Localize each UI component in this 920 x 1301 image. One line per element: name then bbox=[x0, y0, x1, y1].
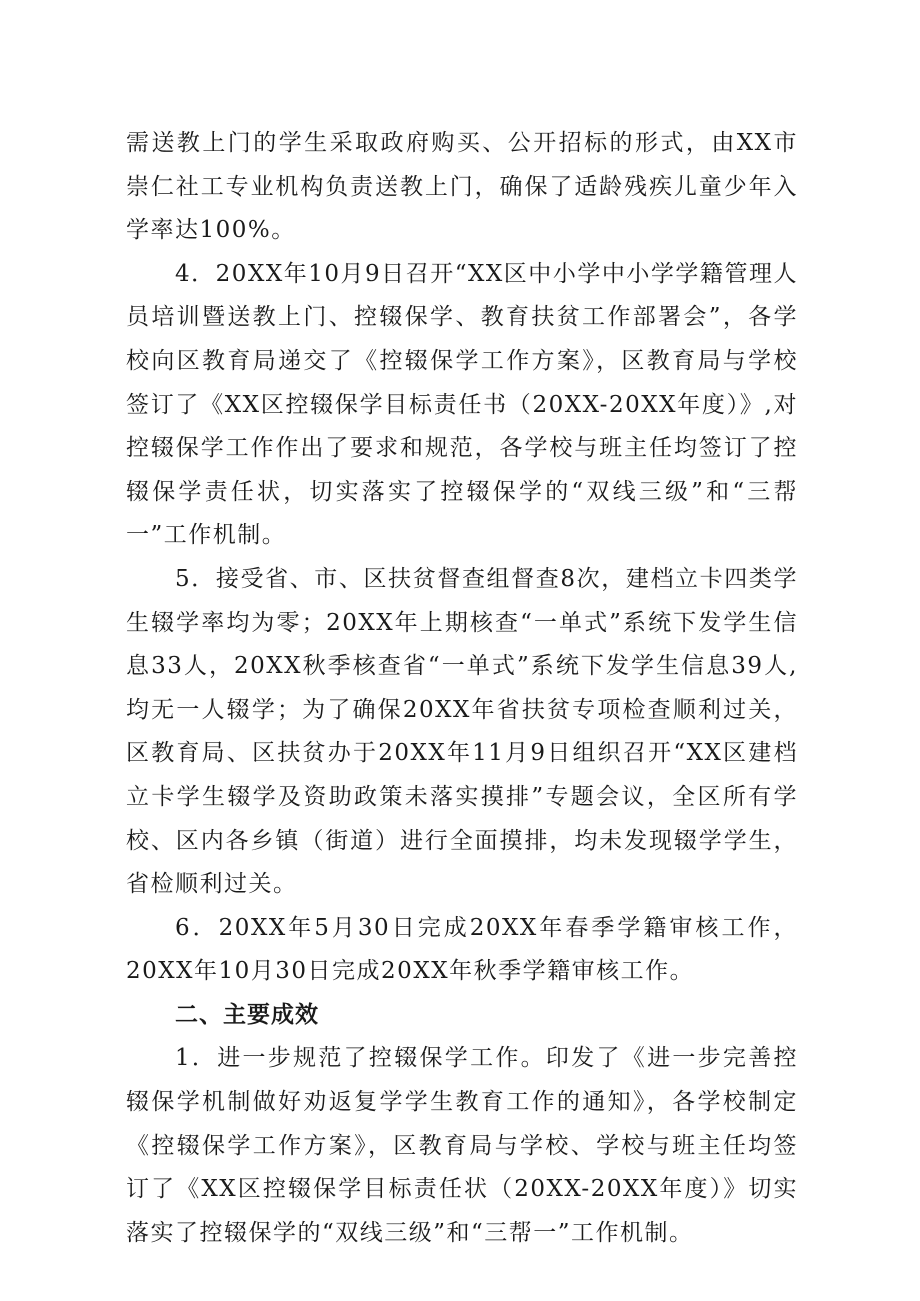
paragraph-item-5: 5．接受省、市、区扶贫督查组督查8次，建档立卡四类学生辍学率均为零；20XX年上期核查“一单式”系统下发学生信息33人，20XX秋季核查省“一单式”系统下发学生信息39人,均无一人辍学；为了确保20XX年省扶贫专项检查顺利过关，区教育局、区扶贫办于20XX年11月9日组织召开“XX区建档立卡学生辍学及资助政策未落实摸排”专题会议，全区所有学校、区内各乡镇（街道）进行全面摸排，均未发现辍学学生，省检顺利过关。 bbox=[126, 565, 798, 898]
paragraph-result-1: 1．进一步规范了控辍保学工作。印发了《进一步完善控辍保学机制做好劝返复学学生教育工作的通知》，各学校制定《控辍保学工作方案》，区教育局与学校、学校与班主任均签订了《XX区控辍保学目标责任状（20XX-20XX年度）》切实落实了控辍保学的“双线三级”和“三帮一”工作机制。 bbox=[126, 1045, 798, 1246]
section-heading: 二、主要成效 bbox=[175, 1001, 319, 1028]
paragraph-item-6: 6．20XX年5月30日完成20XX年春季学籍审核工作，20XX年10月30日完成20XX年秋季学籍审核工作。 bbox=[126, 914, 798, 985]
document-body bbox=[126, 122, 798, 1255]
paragraph-continued: 需送教上门的学生采取政府购买、公开招标的形式，由XX市崇仁社工专业机构负责送教上门，确保了适龄残疾儿童少年入学率达100%。 bbox=[126, 130, 798, 244]
paragraph-item-4: 4．20XX年10月9日召开“XX区中小学中小学学籍管理人员培训暨送教上门、控辍保学、教育扶贫工作部署会”，各学校向区教育局递交了《控辍保学工作方案》，区教育局与学校签订了《XX区控辍保学目标责任书（20XX-20XX年度）》,对控辍保学工作作出了要求和规范，各学校与班主任均签订了控辍保学责任状，切实落实了控辍保学的“双线三级”和“三帮一”工作机制。 bbox=[126, 260, 798, 549]
